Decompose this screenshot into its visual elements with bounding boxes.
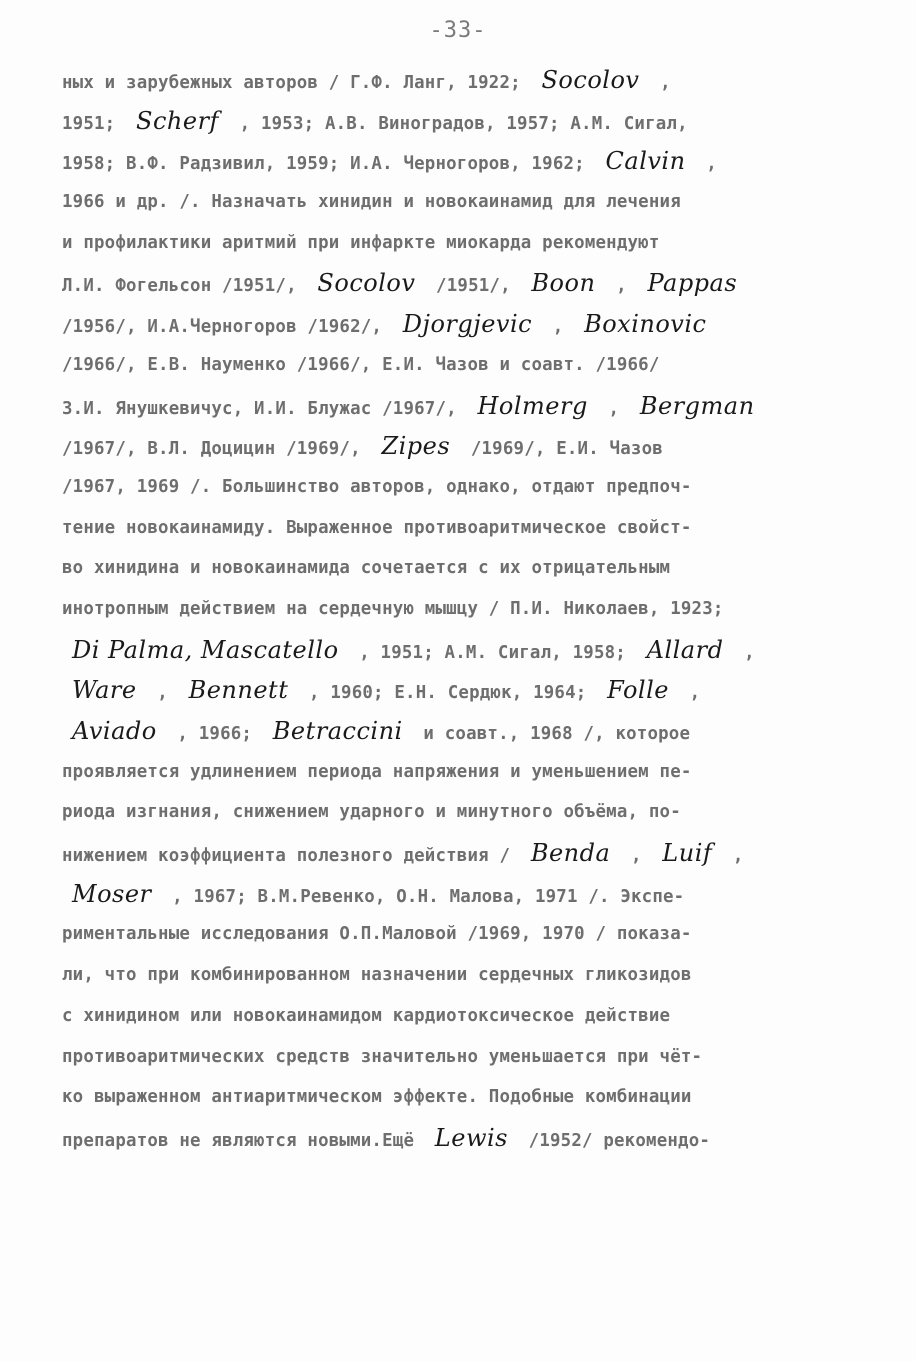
typed-text: , 1953; А.В. Виноградов, 1957; А.М. Сигал, — [228, 113, 688, 134]
typed-text: нижением коэффициента полезного действия / — [62, 846, 521, 867]
text-line — [62, 996, 852, 1037]
typed-text: риода изгнания, снижением ударного и минутного объёма, по- — [62, 802, 681, 823]
typed-text: ных и зарубежных авторов / Г.Ф. Ланг, 1922; — [62, 73, 532, 93]
text-line — [62, 223, 852, 264]
text-line — [62, 1037, 852, 1078]
handwritten-name: Calvin — [605, 147, 686, 176]
typed-text: , — [146, 683, 179, 704]
typed-text: , 1967; В.М.Ревенко, О.Н. Малова, 1971 /. Экспе- — [161, 886, 685, 907]
text-line — [62, 670, 852, 711]
typed-text: /1966/, Е.В. Науменко /1966/, Е.И. Чазов и соавт. /1966/ — [62, 354, 660, 375]
typed-text: Л.И. Фогельсон /1951/, — [62, 276, 308, 297]
typed-text: , 1960; Е.Н. Сердюк, 1964; — [298, 683, 598, 704]
typed-text: /1969/, Е.И. Чазов — [460, 439, 663, 460]
typed-text: , — [722, 846, 744, 867]
text-line — [62, 101, 852, 142]
text-line — [62, 141, 852, 182]
text-line — [62, 589, 852, 630]
typed-text: инотропным действием на сердечную мышцу / П.И. Николаев, 1923; — [62, 598, 724, 619]
text-line — [62, 426, 852, 467]
text-line — [62, 548, 852, 589]
typed-text: , — [542, 317, 575, 338]
typed-text: , — [597, 398, 630, 419]
handwritten-name: Djorgjevic — [402, 310, 533, 339]
typed-text: ли, что при комбинированном назначении сердечных гликозидов — [62, 965, 692, 986]
text-line — [62, 467, 852, 508]
text-line — [62, 1077, 852, 1118]
typed-text: 1966 и др. /. Назначать хинидин и новокаинамид для лечения — [62, 192, 681, 213]
text-line — [62, 182, 852, 223]
typed-text: риментальные исследования О.П.Маловой /1969, 1970 / показа- — [62, 924, 692, 945]
typed-text: , — [605, 276, 638, 297]
handwritten-name: Holmerg — [477, 391, 588, 420]
text-line — [62, 792, 852, 833]
handwritten-name: Betraccini — [272, 717, 403, 745]
typed-text: и профилактики аритмий при инфаркте миокарда рекомендуют — [62, 232, 660, 253]
typed-text: препаратов не являются новыми.Ещё — [62, 1130, 425, 1151]
handwritten-name: Aviado — [72, 717, 157, 745]
handwritten-name: Allard — [646, 635, 724, 664]
typed-text: , 1951; А.М. Сигал, 1958; — [348, 642, 637, 663]
typed-text: ко выраженном антиаритмическом эффекте. Подобные комбинации — [62, 1087, 692, 1108]
handwritten-name: Moser — [72, 879, 152, 908]
text-line — [62, 60, 852, 101]
handwritten-name: Lewis — [434, 1123, 508, 1152]
typed-text: , — [733, 642, 755, 663]
text-line — [62, 874, 852, 915]
typed-text: , — [620, 846, 653, 867]
handwritten-name: Ware — [72, 676, 137, 705]
text-line — [62, 711, 852, 752]
handwritten-name: Socolov — [541, 66, 640, 94]
text-line — [62, 263, 852, 304]
typed-text: , — [678, 683, 701, 704]
typed-text: , — [649, 73, 671, 93]
typed-text: противоаритмических средств значительно уменьшается при чёт- — [62, 1046, 703, 1067]
typed-text: тение новокаинамиду. Выраженное противоаритмическое свойст- — [62, 517, 692, 538]
typed-text: с хинидином или новокаинамидом кардиотоксическое действие — [62, 1005, 671, 1026]
typed-text: во хинидина и новокаинамида сочетается с их отрицательным — [62, 558, 671, 579]
typed-text: проявляется удлинением периода напряжения и уменьшением пе- — [62, 761, 692, 782]
typed-text: /1967, 1969 /. Большинство авторов, однако, отдают предпоч- — [62, 476, 692, 497]
handwritten-name: Scherf — [136, 106, 219, 135]
text-line — [62, 630, 852, 671]
typed-text: , — [695, 154, 717, 175]
typed-text: /1956/, И.А.Черногоров /1962/, — [62, 317, 393, 338]
typed-text: /1967/, В.Л. Доцицин /1969/, — [62, 439, 372, 460]
typed-text: и соавт., 1968 /, которое — [412, 724, 691, 744]
handwritten-name: Bennett — [188, 676, 289, 705]
handwritten-name: Pappas — [647, 269, 738, 298]
text-line — [62, 345, 852, 386]
typed-text: /1951/, — [425, 276, 522, 297]
text-line — [62, 914, 852, 955]
typed-text: 1951; — [62, 113, 127, 134]
typed-text: , 1966; — [166, 724, 263, 744]
text-line — [62, 304, 852, 345]
body-text — [62, 60, 852, 1159]
text-line — [62, 833, 852, 874]
typed-text: З.И. Янушкевичус, И.И. Блужас /1967/, — [62, 398, 468, 419]
typed-text: /1952/ рекомендо- — [517, 1130, 711, 1151]
handwritten-name: Benda — [530, 839, 611, 868]
typed-text: 1958; В.Ф. Радзивил, 1959; И.А. Черногоров, 1962; — [62, 154, 596, 175]
handwritten-name: Zipes — [381, 432, 451, 461]
text-line — [62, 752, 852, 793]
handwritten-name: Folle — [607, 676, 669, 705]
handwritten-name: Boxinovic — [584, 310, 707, 339]
text-line — [62, 955, 852, 996]
text-line — [62, 508, 852, 549]
handwritten-name: Di Palma, Mascatello — [72, 635, 339, 664]
handwritten-name: Socolov — [317, 269, 416, 298]
handwritten-name: Luif — [662, 839, 713, 868]
handwritten-name: Boon — [531, 269, 596, 298]
handwritten-name: Bergman — [639, 391, 755, 420]
page-number: -33- — [429, 18, 487, 43]
text-line — [62, 1118, 852, 1159]
text-line — [62, 386, 852, 427]
